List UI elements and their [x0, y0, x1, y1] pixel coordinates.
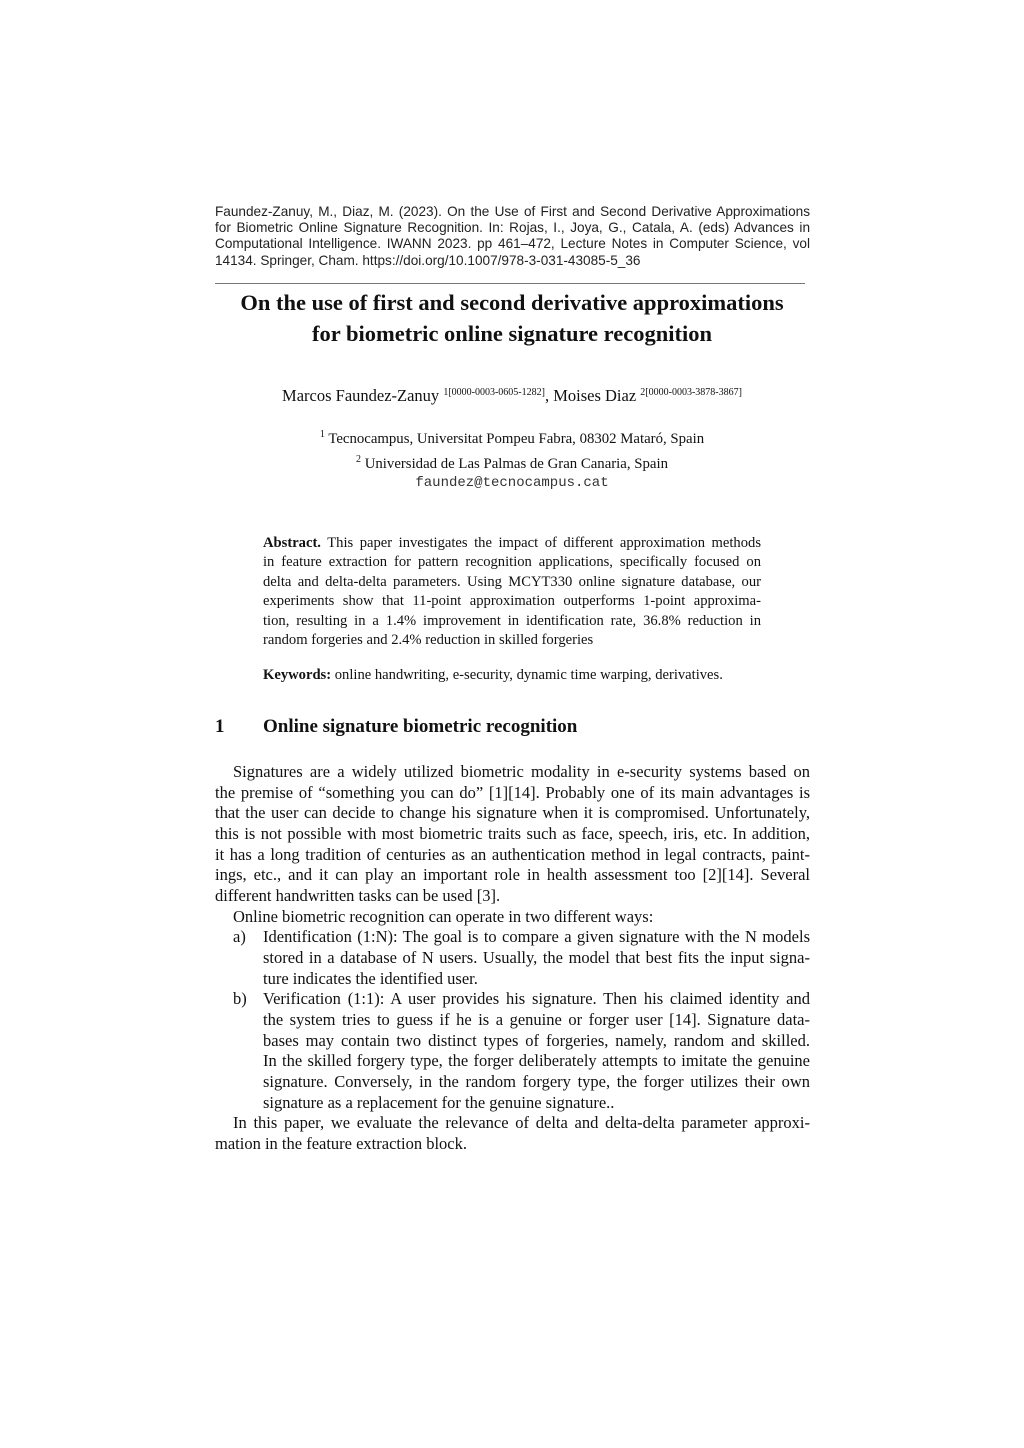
text-line: for Biometric Online Signature Recognition. In: Rojas, I., Joya, G., Catala, A. (eds) Advances in: [215, 220, 810, 236]
section-number: 1: [215, 716, 225, 737]
text-line: [263, 534, 761, 553]
header-divider: [215, 283, 805, 284]
list-label-b: b): [233, 989, 247, 1009]
citation-header: [215, 204, 810, 269]
paragraph-1: [215, 762, 810, 907]
author-2-name: Moises Diaz: [553, 386, 637, 405]
text-line: tion, resulting in a 1.4% improvement in identification rate, 36.8% reduction in: [263, 612, 761, 629]
author-separator: ,: [544, 386, 554, 405]
text-line: bases may contain two distinct types of forgeries, namely, random and skilled.: [263, 1030, 810, 1050]
text-line: random forgeries and 2.4% reduction in skilled forgeries: [263, 632, 594, 649]
abstract-label: Abstract.: [263, 535, 321, 551]
text-line: ture indicates the identified user.: [263, 968, 478, 988]
text-line: the premise of “something you can do” [1][14]. Probably one of its main advantages is: [215, 782, 810, 802]
text-line: ings, etc., and it can play an important role in health assessment too [2][14]. Several: [215, 865, 810, 885]
paragraph-3: [215, 1113, 810, 1154]
text-line: delta and delta-delta parameters. Using MCYT330 online signature database, our: [263, 573, 761, 590]
text-line: signature as a replacement for the genuine signature..: [263, 1092, 615, 1112]
text-line: In this paper, we evaluate the relevance of delta and delta-delta parameter approxi-: [233, 1113, 810, 1133]
affiliations: [150, 425, 874, 494]
section-body: [215, 762, 810, 1154]
text-line: that the user can decide to change his signature when it is compromised. Unfortunately,: [215, 803, 810, 823]
text-line: different handwritten tasks can be used [3].: [215, 885, 501, 905]
text-line: 14134. Springer, Cham. https://doi.org/10.1007/978-3-031-43085-5_36: [215, 252, 641, 268]
affiliation-1: $^1$ Tecnocampus, Universitat Pompeu Fabra, 08302 Mataró, Spain: [319, 429, 705, 447]
text-line: it has a long tradition of centuries as an authentication method in legal contracts, paint-: [215, 844, 810, 864]
author-2-orcid: 2[0000-0003-3878-3867]: [640, 387, 742, 398]
list-item-b: [215, 989, 810, 1113]
text-line: in feature extraction for pattern recognition applications, specifically focused on: [263, 554, 761, 571]
abstract-text: This paper investigates the impact of different approximation methods: [320, 535, 761, 551]
list-item-a: [215, 927, 810, 989]
text-line: Faundez-Zanuy, M., Diaz, M. (2023). On the Use of First and Second Derivative Approximations: [215, 204, 810, 219]
text-line: signature. Conversely, in the random forgery type, the forger utilizes their own: [263, 1071, 810, 1091]
text-line: the system tries to guess if he is a genuine or forger user [14]. Signature data-: [263, 1009, 810, 1029]
text-line: mation in the feature extraction block.: [215, 1133, 467, 1153]
text-line: Identification (1:N): The goal is to compare a given signature with the N models: [263, 927, 810, 947]
author-1-name: Marcos Faundez-Zanuy: [282, 386, 440, 405]
paragraph-2: [215, 907, 810, 928]
text-line: experiments show that 11-point approximation outperforms 1-point approxima-: [263, 593, 761, 610]
keywords-label: Keywords:: [263, 667, 332, 683]
text-line: Computational Intelligence. IWANN 2023. pp 461–472, Lecture Notes in Computer Science, vol: [215, 236, 810, 252]
text-line: Verification (1:1): A user provides his signature. Then his claimed identity and: [263, 989, 810, 1009]
text-line: In the skilled forgery type, the forger deliberately attempts to imitate the genuine: [263, 1051, 810, 1071]
text-line: stored in a database of N users. Usually, the model that best fits the input signa-: [263, 947, 810, 967]
text-line: Signatures are a widely utilized biometric modality in e-security systems based on: [233, 762, 810, 781]
text-line: this is not possible with most biometric traits such as face, speech, iris, etc. In addition,: [215, 823, 810, 843]
title-line-1: On the use of first and second derivative approximations: [240, 290, 784, 315]
text-line: Online biometric recognition can operate in two different ways:: [233, 906, 654, 926]
abstract: [263, 534, 761, 650]
keywords-text: online handwriting, e-security, dynamic time warping, derivatives.: [331, 667, 723, 683]
affiliation-2: $^2$ Universidad de Las Palmas de Gran Canaria, Spain: [356, 453, 668, 472]
author-1-orcid: 1[0000-0003-0605-1282]: [443, 387, 545, 398]
author-email[interactable]: faundez@tecnocampus.cat: [415, 475, 609, 491]
keywords: [263, 667, 761, 684]
authors: [150, 386, 874, 406]
title-line-2: for biometric online signature recognition: [312, 321, 712, 346]
section-title: Online signature biometric recognition: [263, 716, 578, 737]
list-label-a: a): [233, 927, 246, 947]
paper-title: [150, 287, 874, 349]
section-heading: [215, 716, 577, 738]
